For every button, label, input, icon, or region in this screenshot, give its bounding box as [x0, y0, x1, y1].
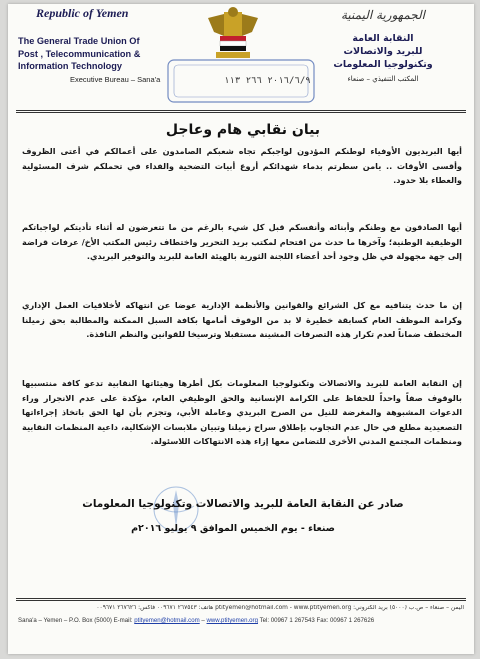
footer-phones: Tel: 00967 1 267543 Fax: 00967 1 267626	[259, 617, 375, 624]
date-location-line: صنعاء - يوم الخميس الموافق ٩ يوليو ٢٠١٦م	[131, 523, 335, 534]
paragraph-text: أيها الصادقون مع وطنكم وأبنائه وأنفسكم قبل كل شيء بالرغم من ما تتعرضون له أثناء تأديتكم لواجباتكم الوظيفية الوطنية؛ وآخرها ما حدث من اقتحام لمكتب بريد التحرير واختطاف رئيس المكتب الأخ/ عرفات قراضة إلى جهة مجهولة في ظل وجود أحد أعضاء اللجنة الثورية بالهيئة العامة للبريد والتوفير البريدي.	[22, 222, 462, 262]
union-name-line: Post , Telecommunication &	[18, 48, 141, 59]
union-name-english	[18, 35, 188, 73]
union-name-line: النقابة العامة	[352, 33, 414, 44]
footer-website-link[interactable]: www.ptityemen.org	[206, 617, 258, 624]
executive-bureau-arabic: المكتب التنفيذي – صنعاء	[347, 75, 419, 83]
union-name-line: للبريد والاتصالات	[343, 46, 423, 57]
statement-title: بيان نقابي هام وعاجل	[165, 122, 321, 138]
reference-number: ٢٠١٦/٦/٩ ٢٦٦ ١١٣	[224, 76, 311, 86]
body-paragraph	[22, 144, 462, 188]
executive-bureau-label: Executive Bureau – Sana'a	[70, 74, 161, 84]
arabic-letterhead	[308, 8, 458, 83]
header-divider	[16, 112, 466, 113]
union-name-line: وتكنولوجيا المعلومات	[333, 59, 433, 70]
paragraph-text: أيها البريديون الأوفياء لوطنكم المؤدون لواجبكم تجاه شعبكم الصامدون على أعمالكم في أعتى الظروف وأقسى الأوقات .. يامن سطرتم بدماء شهدائكم أروع أبيات التضحية والفداء في تحملكم شرف المسئولية والعطاء بلا حدود.	[22, 146, 462, 186]
header-divider	[16, 110, 466, 111]
paragraph-text: إن ما حدث يتنافيه مع كل الشرائع والقوانين والأنظمة الإدارية عوضا عن انتهاكه لأخلاقيات العمل الإداري وكرامة الموظف العام كسابقة خطيرة لا بد من الوقوف أمامها بكافة السبل الممكنة والمطالبة بحق زميلنا المختطف ضماناً لعدم تكرار هذه التصرفات المشينة مستقبلا وترسيخا للقوانين والنظم النافذة.	[22, 300, 462, 340]
union-name-line: The General Trade Union Of	[18, 36, 140, 46]
footer-separator: –	[201, 617, 207, 624]
body-paragraph	[22, 220, 462, 264]
footer-divider	[16, 598, 466, 599]
paragraph-text: إن النقابة العامة للبريد والاتصالات وتكنولوجيا المعلومات بكل أطرها وهيئاتها النقابية تدعو كافة منتسبيها بالوقوف صفاً واحداً للحفاظ على الكرامة الإنسانية والحق الوظيفي العام، مؤكدة على عدم الانجرار وراء الدعوات المشبوهة والمغرضة للنيل من الصرح البريدي وعاملة الأبي، وتجزم بأن لها الحق باتخاذ إجراءاتها التصعيدية مطلع في حال عدم التجاوب بإطلاق سراح زميلنا وتبيان ملابسات الإشكالية، داعية المنظمات النقابية ومنظمات المجتمع المدني الأخرى للتضامن معها إزاء هذه الانتهاكات اللاسئولة.	[22, 378, 462, 447]
document-page	[8, 4, 474, 654]
union-name-line: Information Technology	[18, 61, 122, 71]
footer-email-link[interactable]: ptityemen@hotmail.com	[134, 617, 200, 624]
body-paragraph	[22, 376, 462, 449]
republic-of-yemen-label: Republic of Yemen	[36, 6, 129, 20]
issuer-line: صادر عن النقابة العامة للبريد والاتصالات وتكنولوجيا المعلومات	[82, 498, 404, 510]
yemen-eagle-emblem	[204, 6, 262, 64]
footer-contact-arabic: اليمن – صنعاء – ص.ب (٥٠٠٠) بريد الكتروني: ptityemen@hotmail.com - www.ptityemen.org هاتف: ٢٦٧٥٤٣ ٠٠٩٦٧١ فاكس: ٢٦٧٦٢٦ ٠٠٩٦٧١	[96, 605, 464, 611]
union-name-arabic	[308, 32, 458, 71]
footer-address: Sana'a – Yemen – P.O. Box (5000) E-mail:	[18, 617, 133, 624]
republic-of-yemen-arabic: الجمهورية اليمنية	[340, 8, 425, 22]
footer-divider	[16, 600, 466, 601]
english-letterhead	[18, 6, 188, 84]
footer-contact-english	[18, 617, 464, 624]
body-paragraph	[22, 298, 462, 342]
